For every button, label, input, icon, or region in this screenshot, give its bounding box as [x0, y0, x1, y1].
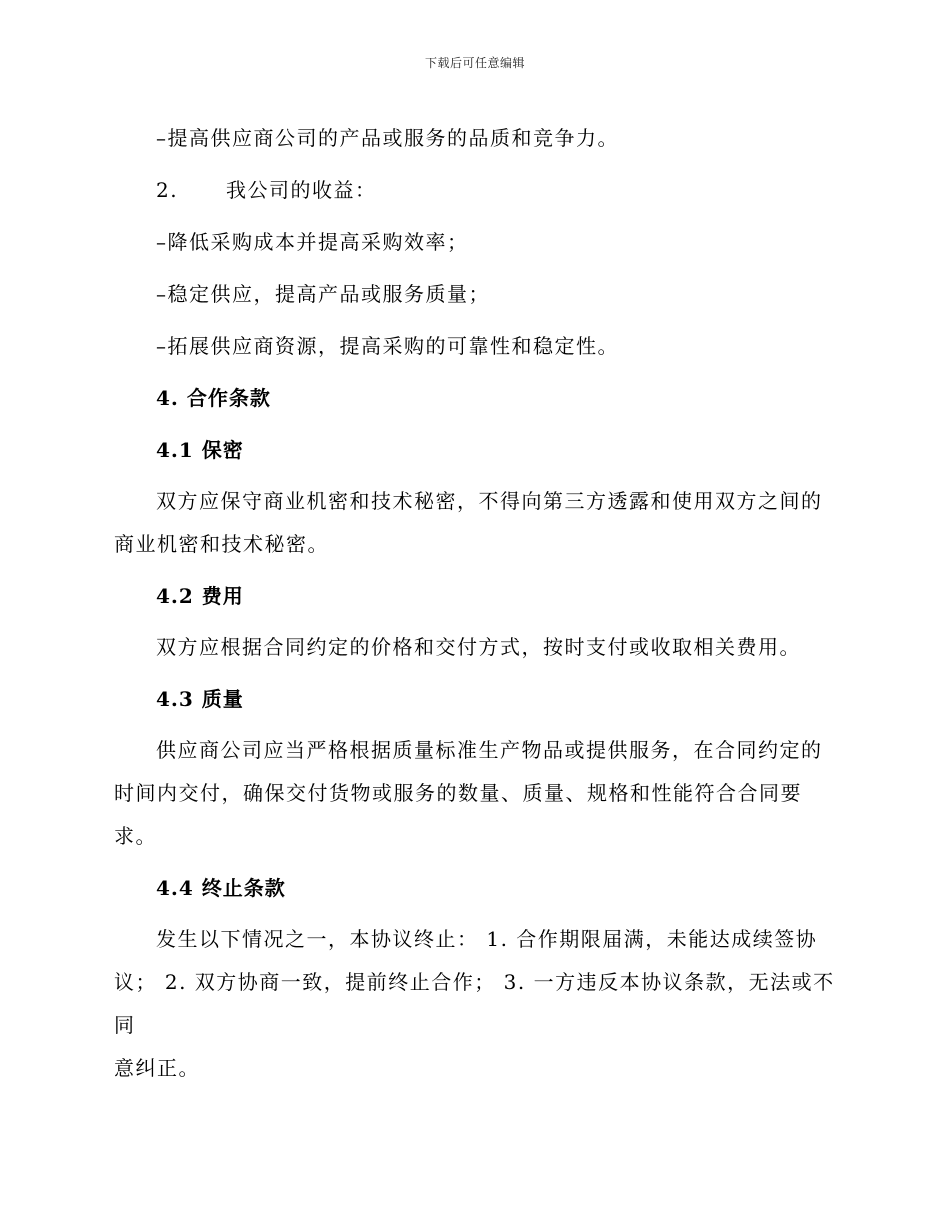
- paragraph-confidentiality: [114, 480, 840, 566]
- paragraph-line: 商业机密和技术秘密。: [114, 532, 329, 556]
- benefit-line-quality: –提高供应商公司的产品或服务的品质和竞争力。: [156, 126, 619, 150]
- list-heading-text: 我公司的收益：: [226, 178, 377, 202]
- paragraph-line: 意纠正。: [114, 1056, 200, 1080]
- document-body: [114, 112, 840, 1094]
- paragraph-line: 双方应保守商业机密和技术秘密，不得向第三方透露和使用双方之间的: [156, 489, 823, 513]
- benefit-line-resources: –拓展供应商资源，提高采购的可靠性和稳定性。: [156, 334, 619, 358]
- section-title-cooperation-terms: 4. 合作条款: [156, 386, 271, 410]
- subsection-title-fees: 4.2 费用: [156, 584, 244, 608]
- paragraph-line: 时间内交付，确保交付货物或服务的数量、质量、规格和性能符合合同要: [114, 781, 802, 805]
- benefit-line-cost: –降低采购成本并提高采购效率；: [156, 230, 469, 254]
- numbered-heading-our-benefits: [114, 164, 840, 216]
- list-number: 2.: [156, 178, 179, 202]
- paragraph-line: 双方应根据合同约定的价格和交付方式，按时支付或收取相关费用。: [156, 635, 801, 659]
- paragraph-termination: [114, 918, 840, 1090]
- paragraph-line: 议； 2. 双方协商一致，提前终止合作； 3. 一方违反本协议条款，无法或不同: [114, 970, 835, 1037]
- subsection-title-quality: 4.3 质量: [156, 687, 244, 711]
- subsection-title-termination: 4.4 终止条款: [156, 876, 286, 900]
- paragraph-line: 求。: [114, 824, 157, 848]
- paragraph-quality: [114, 729, 840, 858]
- paragraph-line: 发生以下情况之一，本协议终止： 1. 合作期限届满，未能达成续签协: [156, 927, 818, 951]
- page-header: 下载后可任意编辑: [424, 56, 525, 70]
- benefit-line-supply: –稳定供应，提高产品或服务质量；: [156, 282, 490, 306]
- paragraph-line: 供应商公司应当严格根据质量标准生产物品或提供服务，在合同约定的: [156, 738, 823, 762]
- paragraph-fees: [114, 626, 840, 669]
- subsection-title-confidentiality: 4.1 保密: [156, 438, 244, 462]
